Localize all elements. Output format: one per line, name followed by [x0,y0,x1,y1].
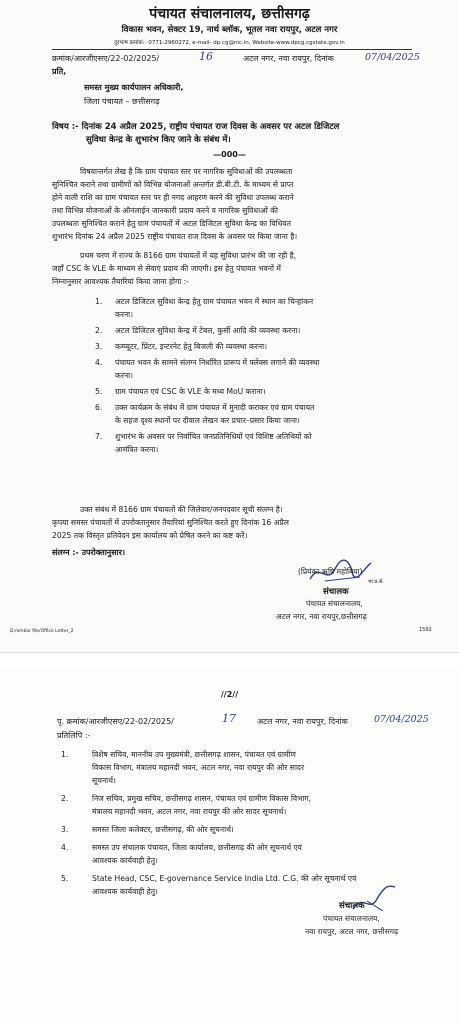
paragraph-line: जहॉं CSC के VLE के माध्यम से सेवाएं प्रदाय की जाएगी। इस हेतु पंचायत भवनों में [52,264,281,273]
paragraph-line: सुनिश्चित कराने तथा ग्रामीणों को विभिन्न योजनाओं अन्तर्गत डी.बी.टी. के माध्यम से प्राप्त [52,180,294,189]
copy-handwritten-ref-number: 17 [222,712,236,725]
copy-signatory-place: नवा रायपुर, अटल नगर, छत्तीसगढ़ [305,927,399,936]
list-item-number: 1. [95,297,103,306]
place-date-label: अटल नगर, नवा रायपुर, दिनांक [243,54,334,63]
list-item-number: 2. [61,794,69,803]
separator: —000— [213,150,246,159]
list-item [115,430,312,456]
list-item [92,823,234,836]
list-item-line: विकास विभाग, मंत्रालय महानदी भवन, अटल नगर, नवा रायपुर की ओर सादर [92,763,305,772]
addressee-line1: समस्त मुख्य कार्यपालन अधिकारी, [84,83,184,92]
list-item-line: विशेष सचिव, माननीय उप मुख्यमंत्री, छत्तीसगढ़ शासन, पंचायत एवं ग्रामीण [92,750,296,759]
handwritten-date: 07/04/2025 [365,52,420,63]
list-item-line: कम्प्यूटर, प्रिंटर, इन्टरनेट हेतु बिजली की व्यवस्था करना। [115,342,267,351]
list-item [115,401,314,427]
list-item-number: 5. [61,874,69,883]
subject-line1: विषय :- दिनांक 24 अप्रैल 2025, राष्ट्रीय पंचायत राज दिवस के अवसर पर अटल डिजिटल [52,122,340,132]
signatory-office: पंचायत संचालनालय, [306,599,363,608]
paragraph-2 [52,249,296,288]
list-item-number: 2. [95,326,103,335]
list-item [115,295,313,321]
signatory-designation: संचालक [323,587,349,597]
list-item [92,792,311,818]
list-item-line: निज सचिव, प्रमुख सचिव, छत्तीसगढ़ शासन, पंचायत एवं ग्रामीण विकास विभाग, [92,794,312,803]
paragraph-line: उपलब्धता सुनिश्चित कराने हेतु ग्राम पंचायतों में अटल डिजिटल सुविधा केन्द्र का विधिवत [52,219,291,228]
copy-place-date-label: अटल नगर, नवा रायपुर, दिनांक [257,717,348,726]
list-item-line: शुभारंभ के अवसर पर निर्वाचित जनप्रतिनिधियों एवं विशिष्ट अतिथियों को [115,432,312,441]
list-item-number: 4. [95,358,103,367]
list-item [115,324,300,337]
file-path: D:/omkar file/Office Letter_2 [10,629,74,634]
addressee-line2: जिला पंचायत – छत्तीसगढ़ [84,97,160,106]
list-item-line: ग्राम पंचायत एवं CSC के VLE के मध्य MoU कराना। [115,387,266,396]
office-contact: दूरभाष क्रमांक:- 0771-2960272, e-mail- dp.cg@nic.in, Website-www.dpcg.cgstate.gov.in [114,40,345,46]
list-item [115,356,320,382]
list-item-line: मंत्रालय महानदी भवन, अटल नगर, नवा रायपुर की ओर सादर सूचनार्थ। [92,807,287,816]
header-rule [52,49,412,50]
list-item-line: State Head, CSC, E-governance Service India Ltd. C.G. की ओर सूचनार्थ एवं [92,874,357,883]
list-item-line: के सहज दृश्य स्थानों पर दीवाल लेखन कर प्रचार–प्रसार किया जाना। [115,416,300,425]
list-item-line: समस्त जिला कलेक्टर, छत्तीसगढ़, की ओर सूचनार्थ। [92,825,234,834]
list-item-number: 6. [95,403,103,412]
paragraph-line: उक्त संबंध में 8166 ग्राम पंचायतों की जिलेवार/जनपदवार सूची संलग्न है। [80,505,283,514]
copy-ref-number: पृ. क्रमांक/आरजीएसए/22-02/2025/ [57,717,174,726]
list-item-line: अटल डिजिटल सुविधा केन्द्र में टेबल, कुर्सी आदि की व्यवस्था करना। [115,326,301,335]
list-item [115,340,267,353]
subject-line2: सुविधा केन्द्र के शुभारंभ किए जाने के संबंध में। [86,135,231,145]
paragraph-3 [52,503,289,542]
enclosure: संलग्न :- उपरोक्तानुसार। [52,548,126,557]
list-item-line: करना। [115,310,133,319]
to-label: प्रति, [52,67,67,76]
list-item [92,872,356,898]
list-item-line: करना। [115,371,133,380]
list-item-line: आवश्यक कार्यवाही हेतु। [92,856,158,865]
paragraph-line: विषयान्तर्गत लेख है कि ग्राम पंचायत स्तर पर नागरिक सुविधाओं की उपलब्धता [80,167,293,176]
copy-signatory-designation: संचालक [339,901,365,911]
list-item [92,748,304,787]
office-address: विकास भवन, सेक्टर 19, नार्थ ब्लॉक, भूतल नवा रायपुर, अटल नगर [121,25,338,35]
list-item-line: अटल डिजिटल सुविधा केन्द्र हेतु ग्राम पंचायत भवन में स्थान का चिन्हांकन [115,297,314,306]
list-item-number: 3. [61,825,69,834]
page-number: //2// [220,690,239,699]
copy-signatory-office: पंचायत संचालनालय, [323,914,380,923]
list-item-line: सूचनार्थ। [92,776,116,785]
handwritten-ref-number: 16 [199,50,213,63]
office-title: पंचायत संचालनालय, छत्तीसगढ़ [149,6,310,22]
list-item-number: 1. [61,750,69,759]
list-item-number: 3. [95,342,103,351]
list-item-line: आमंत्रित करना। [115,445,159,454]
signatory-name: (प्रियंका ऋषि महोबिया) [298,567,363,576]
paragraph-line: कृपया समस्त पंचायतों में उपरोक्तानुसार तैयारियां सुनिश्चित करते हुए दिनांक 16 अप्रैल [52,518,289,527]
signatory-service: भा.प्र.से. [368,579,384,585]
list-item [115,385,266,398]
paragraph-line: निम्नानुसार आवश्यक तैयारियां किया जाना होगा :- [52,277,189,286]
list-item-line: समस्त उप संचालक पंचायत, जिला कार्यालय, छत्तीसगढ़ की ओर सूचनार्थ एवं [92,843,302,852]
ref-number: क्रमांक/आरजीएसए/22-02/2025/ [52,54,160,63]
copy-label: प्रतिलिपि :- [57,731,91,740]
paragraph-line: तथा विभिन्न योजनाओं के ऑनलाईन जानकारी प्रदाय करने व नागरिक सुविधाओं की [52,206,279,215]
list-item [92,841,302,867]
letter-page-2 [0,668,459,1024]
copy-handwritten-date: 07/04/2025 [374,714,429,725]
signatory-place: अटल नगर, नवा रायपुर,छत्तीसगढ़ [276,612,367,621]
list-item-line: पंचायत भवन के सामने संलग्न निर्धारित प्रारूप में फ्लेक्स लगाने की व्यवस्था [115,358,320,367]
list-item-number: 4. [61,843,69,852]
paragraph-line: होने वाली राशि का ग्राम पंचायत स्तर पर ही नगद आहरण करने की सुविधा उपलब्ध कराने [52,193,294,202]
list-item-line: आवश्यक कार्यवाही हेतु। [92,887,158,896]
paragraph-line: शुभारंभ दिनांक 24 अप्रैल 2025 राष्ट्रीय पंचायत राज दिवस के अवसर पर किया जाना है। [52,232,298,241]
list-item-number: 5. [95,387,103,396]
paragraph-line: 2025 तक विस्तृत प्रतिवेदन इस कार्यालय को प्रेषित करने का कष्ट करें। [52,531,248,540]
list-item-line: उक्त कार्यक्रम के संबंध में ग्राम पंचायत में मुनादी कराकर एवं ग्राम पंचायत [115,403,315,412]
paragraph-line: प्रथम चरण में राज्य के 8166 ग्राम पंचायतों में यह सुविधा प्रारंभ की जा रही है, [80,251,297,260]
list-item-number: 7. [95,432,103,441]
paragraph-1 [52,165,297,243]
footer-code: 1592 [419,627,432,633]
